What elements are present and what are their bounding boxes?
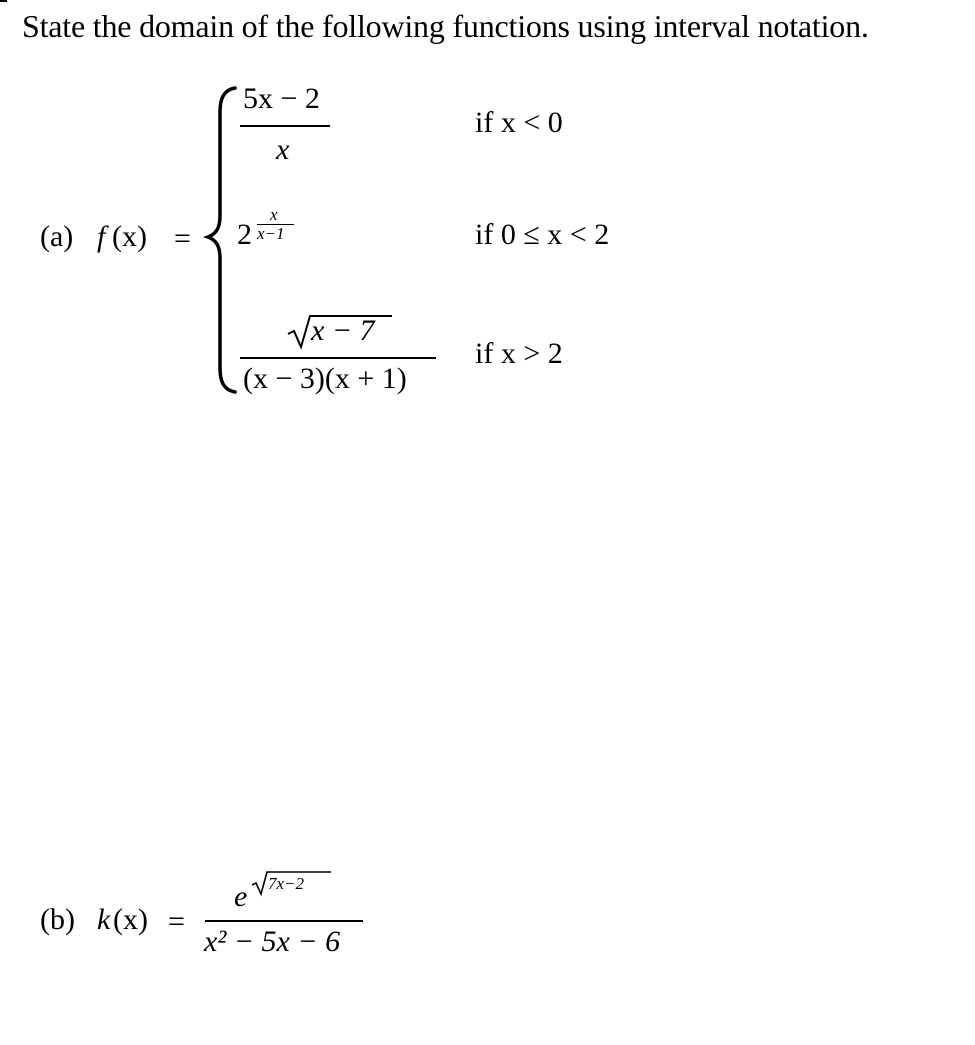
case2-condition: if 0 ≤ x < 2: [475, 218, 610, 251]
piecewise-brace: [204, 86, 238, 396]
part-b-function-arg: (x): [113, 903, 148, 936]
case3-denominator: (x − 3)(x + 1): [243, 362, 407, 395]
part-b-denominator: x² − 5x − 6: [204, 925, 341, 958]
case2-base: 2: [237, 218, 252, 251]
case2-exponent-denominator: x−1: [257, 224, 285, 243]
case2-exponent-numerator: x: [270, 205, 278, 224]
case3-fraction-bar: [240, 357, 436, 359]
case1-numerator: 5x − 2: [243, 82, 320, 115]
part-b-equals: =: [168, 905, 185, 938]
case3-radicand: x − 7: [311, 314, 375, 347]
part-b-label: (b): [40, 903, 75, 936]
part-a-function-arg: (x): [112, 220, 147, 253]
part-a-label: (a): [40, 220, 74, 253]
part-a-function-name: f: [97, 220, 106, 253]
part-b-radicand: 7x−2: [268, 874, 305, 893]
part-b-fraction-bar: [205, 920, 363, 922]
part-a-equals: =: [174, 222, 191, 255]
left-margin-mark: [0, 0, 7, 2]
case1-denominator: x: [276, 133, 290, 166]
part-b-function-name: k: [97, 903, 111, 936]
part-b-exp-base: e: [234, 880, 248, 913]
case1-fraction-bar: [240, 125, 330, 127]
case1-condition: if x < 0: [475, 106, 563, 139]
problem-heading: State the domain of the following functions using interval notation.: [22, 8, 869, 44]
case3-condition: if x > 2: [475, 337, 563, 370]
